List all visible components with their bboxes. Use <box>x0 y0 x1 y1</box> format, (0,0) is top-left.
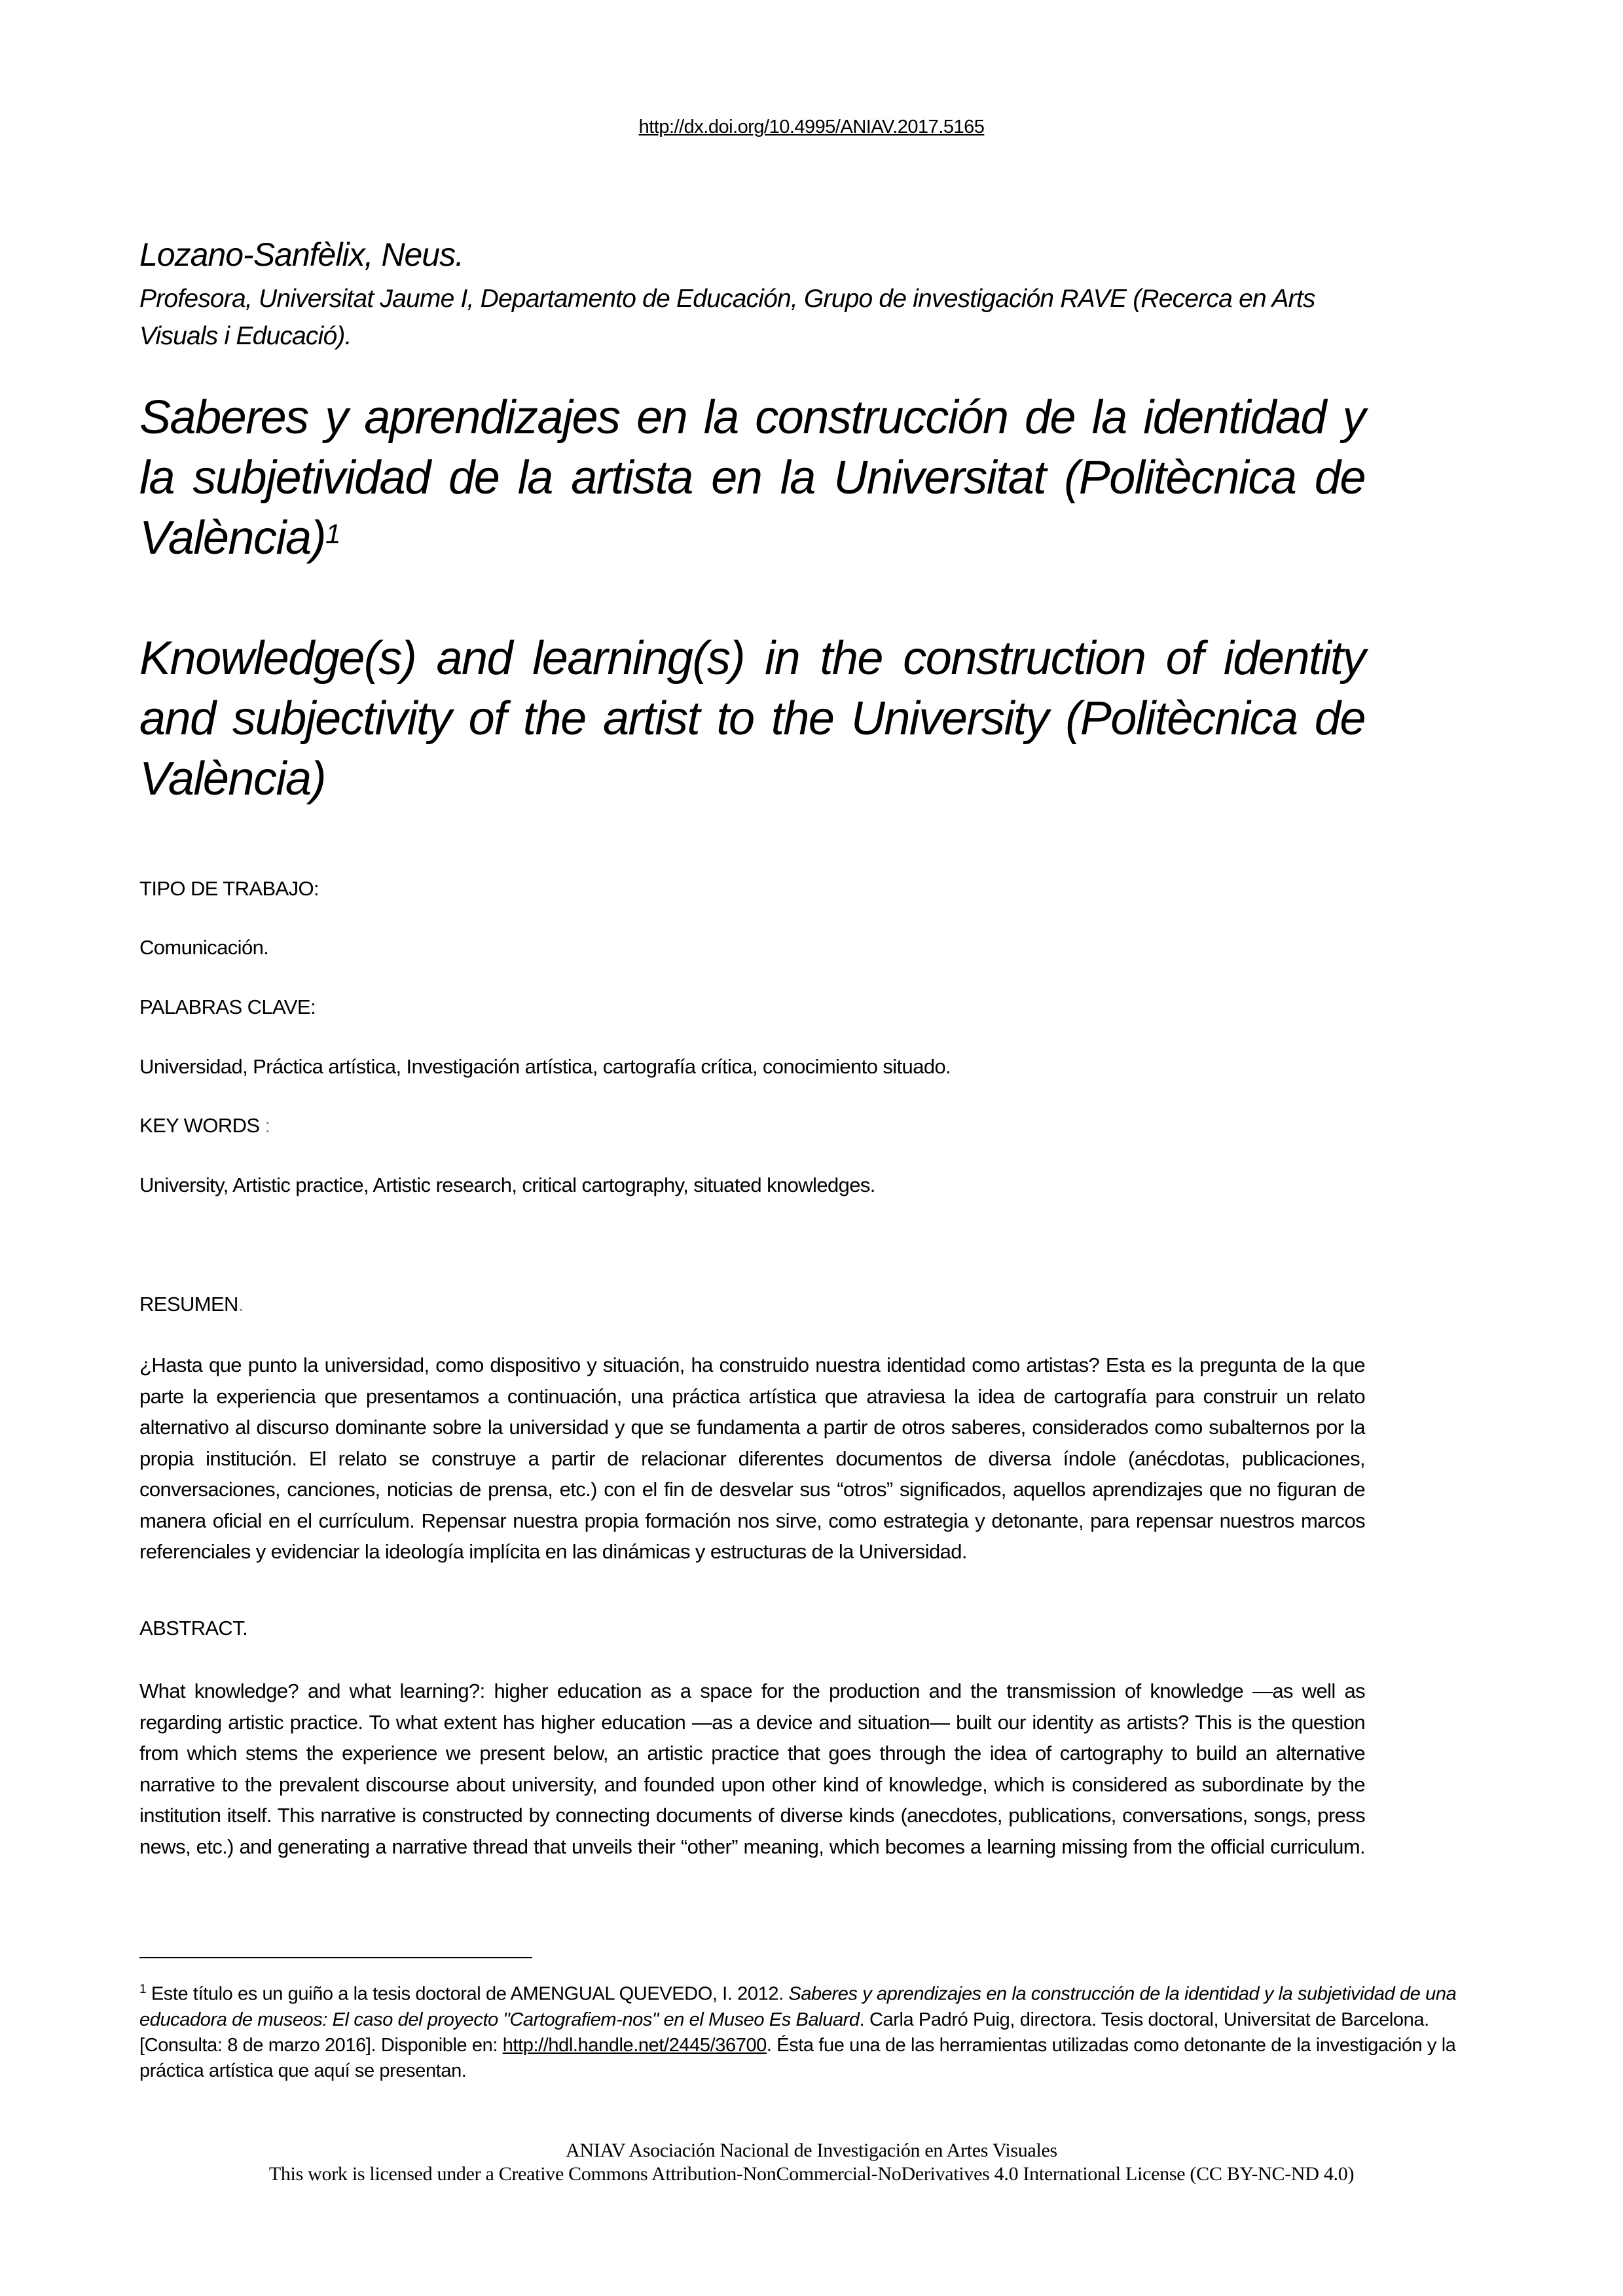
footnote-text-1: Este título es un guiño a la tesis doctoral de AMENGUAL QUEVEDO, I. 2012. <box>146 1983 789 2005</box>
footnote-reference[interactable]: 1 <box>325 518 340 549</box>
author-name: Lozano-Sanfèlix, Neus. <box>139 236 464 273</box>
title-english: Knowledge(s) and learning(s) in the construction of identity and subjectivity of the artist to the University (Politècnica de València) <box>139 632 1365 805</box>
resumen-body: ¿Hasta que punto la universidad, como dispositivo y situación, ha construido nuestra identidad como artistas? Esta es la pregunta de la que parte la experiencia que presentamos a continuación, una práctica artística que atraviesa la idea de cartografía para construir un relato alternativo al discurso dominante sobre la universidad y que se fundamenta a partir de otros saberes, considerados como subalternos por la propia institución. El relato se construye a partir de relacionar diferentes documentos de diversa índole (anécdotas, publicaciones, conversaciones, canciones, noticias de prensa, etc.) con el fin de desvelar sus “otros” significados, aquellos aprendizajes que no figuran de manera oficial en el currículum. Repensar nuestra propia formación nos sirve, como estrategia y detonante, para repensar nuestros marcos referenciales y evidenciar la ideología implícita en las dinámicas y estructuras de la Universidad. <box>139 1354 1365 1563</box>
keywords-en-value: University, Artistic practice, Artistic research, critical cartography, situated knowledges. <box>139 1174 875 1196</box>
title-spanish <box>139 387 1365 568</box>
footnote-mark: 1 <box>139 1982 147 1996</box>
doi-link[interactable]: http://dx.doi.org/10.4995/ANIAV.2017.5165 <box>638 117 985 137</box>
keywords-en-label: KEY WORDS <box>139 1114 260 1137</box>
keywords-en-colon: : <box>259 1114 270 1137</box>
abstract-heading: ABSTRACT. <box>139 1617 248 1640</box>
resumen-heading-dot: . <box>238 1293 244 1316</box>
keywords-es-label: PALABRAS CLAVE: <box>139 996 316 1018</box>
work-type-value: Comunicación. <box>139 936 269 959</box>
title-spanish-text: Saberes y aprendizajes en la construcción de la identidad y la subjetividad de la artista en la Universitat (Politècnica de València) <box>139 391 1365 564</box>
page-footer <box>0 2139 1623 2186</box>
footnote-text-3: . Ésta fue una de las herramientas utilizadas como detonante de la investigación y la práctica artística que aquí se presentan. <box>139 2034 1456 2081</box>
footnote-1 <box>139 1977 1488 2084</box>
resumen-heading-text: RESUMEN <box>139 1293 238 1316</box>
author-affiliation: Profesora, Universitat Jaume I, Departamento de Educación, Grupo de investigación RAVE (Recerca en Arts Visuals i Educació). <box>139 285 1315 350</box>
abstract-body: What knowledge? and what learning?: higher education as a space for the production and the transmission of knowledge —as well as regarding artistic practice. To what extent has higher education —as a device and situation— built our identity as artists? This is the question from which stems the experience we present below, an artistic practice that goes through the idea of cartography to build an alternative narrative to the prevalent discourse about university, and founded upon other kind of knowledge, which is considered as subordinate by the institution itself. This narrative is constructed by connecting documents of diverse kinds (anecdotes, publications, conversations, songs, press news, etc.) and generating a narrative thread that unveils their “other” meaning, which becomes a learning missing from the official curriculum. <box>139 1679 1365 1858</box>
footnote-text-2: . Carla Padró Puig, directora. Tesis doctoral, Universitat de Barcelona. [Consulta: 8 de marzo 2016]. Disponible en: <box>139 2009 1429 2056</box>
footnote-divider <box>139 1957 532 1958</box>
footnote-handle-link[interactable]: http://hdl.handle.net/2445/36700 <box>502 2034 767 2056</box>
footnote-cited-title: Saberes y aprendizajes en la construcción de la identidad y la subjetividad de una educadora de museos: El caso del proyecto "Cartografiem-nos" en el Museo Es Baluard <box>139 1983 1457 2030</box>
footer-association: ANIAV Asociación Nacional de Investigación en Artes Visuales <box>566 2140 1057 2161</box>
resumen-heading <box>139 1293 1365 1316</box>
keywords-en-heading <box>139 1114 1365 1138</box>
keywords-es-value: Universidad, Práctica artística, Investigación artística, cartografía crítica, conocimiento situado. <box>139 1055 951 1078</box>
work-type-label: TIPO DE TRABAJO: <box>139 877 319 900</box>
doi-header <box>0 117 1623 138</box>
footer-license: This work is licensed under a Creative Commons Attribution-NonCommercial-NoDerivatives 4.0 International License (CC BY-NC-ND 4.0) <box>268 2163 1355 2185</box>
